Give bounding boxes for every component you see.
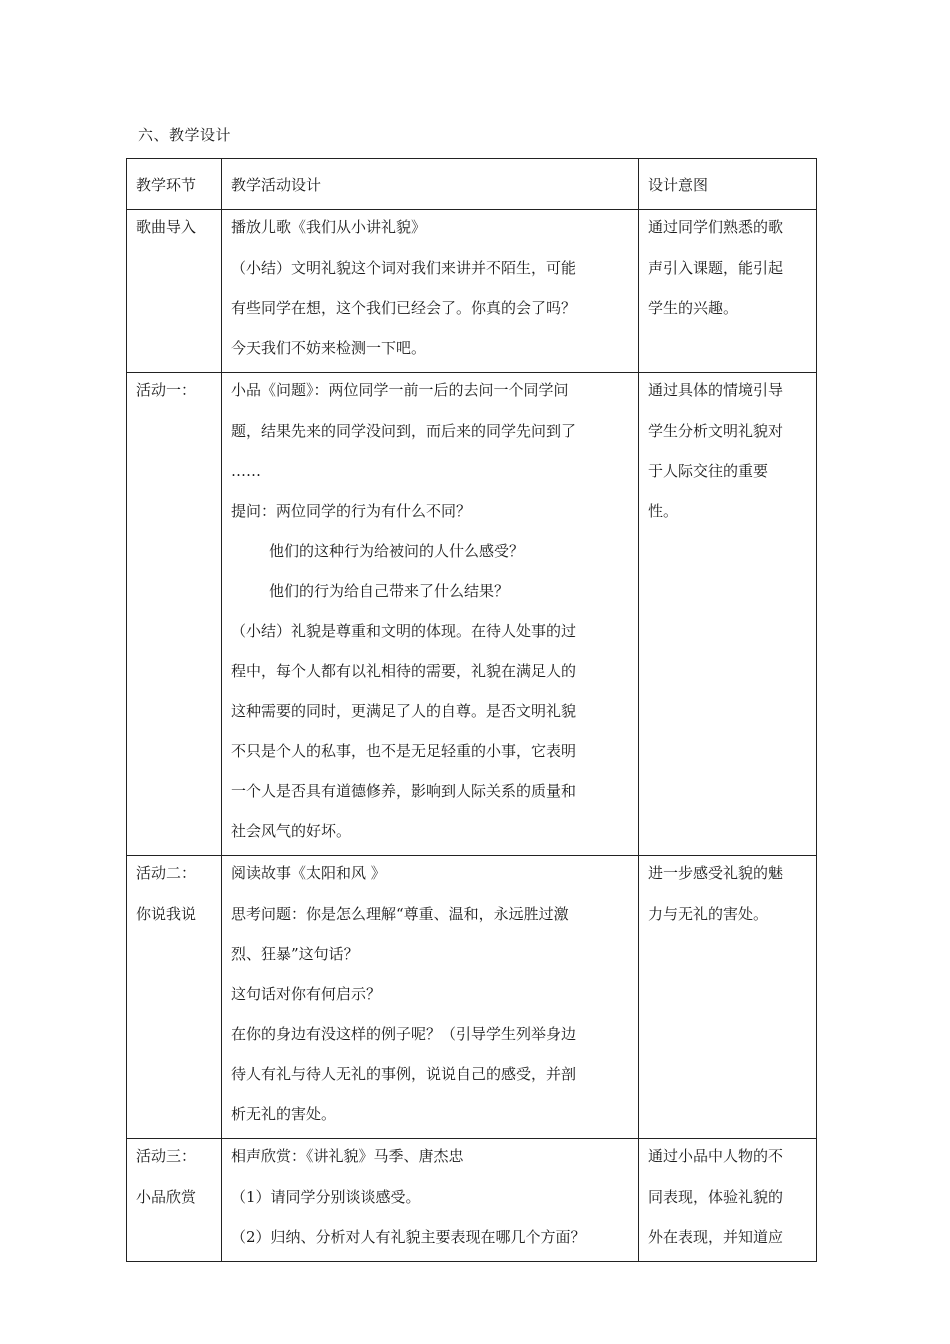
activity-line: 烈、狂暴”这句话？ [231, 945, 359, 963]
activity-line: 这句话对你有何启示？ [231, 985, 382, 1003]
intent-cell [639, 210, 817, 373]
intent-cell [639, 856, 817, 1139]
table-row [127, 1139, 817, 1262]
intent-line: 通过具体的情境引导 [648, 381, 784, 399]
stage-text: 活动三： [136, 1147, 197, 1165]
header-stage: 教学环节 [127, 159, 222, 210]
activity-line: 不只是个人的私事，也不是无足轻重的小事，它表明 [231, 742, 577, 760]
activity-cell [222, 210, 639, 373]
stage-cell [127, 373, 222, 856]
table-row [127, 210, 817, 373]
activity-line: 相声欣赏：《讲礼貌》马季、唐杰忠 [231, 1147, 464, 1165]
intent-line: 外在表现，并知道应 [648, 1228, 784, 1246]
activity-cell [222, 373, 639, 856]
activity-line: 程中，每个人都有以礼相待的需要，礼貌在满足人的 [231, 662, 577, 680]
activity-line: 题，结果先来的同学没问到，而后来的同学先问到了 [231, 422, 577, 440]
intent-line: 学生分析文明礼貌对 [648, 422, 784, 440]
header-activity: 教学活动设计 [222, 159, 639, 210]
activity-line: 他们的这种行为给被问的人什么感受？ [269, 542, 525, 560]
stage-cell [127, 210, 222, 373]
stage-text: 你说我说 [136, 905, 197, 923]
section-heading: 六、教学设计 [138, 126, 232, 144]
stage-text: 活动一： [136, 381, 197, 399]
stage-cell [127, 856, 222, 1139]
activity-line: 一个人是否具有道德修养，影响到人际关系的质量和 [231, 782, 577, 800]
activity-line: 小品《问题》：两位同学一前一后的去问一个同学问 [231, 381, 569, 399]
table-header-row [127, 159, 817, 210]
table-row [127, 373, 817, 856]
intent-line: 学生的兴趣。 [648, 299, 739, 317]
activity-line: 思考问题：你是怎么理解“尊重、温和，永远胜过激 [231, 905, 569, 923]
activity-cell [222, 1139, 639, 1262]
stage-cell [127, 1139, 222, 1262]
activity-line: 在你的身边有没这样的例子呢？（引导学生列举身边 [231, 1025, 577, 1043]
teaching-design-table [126, 158, 817, 1262]
activity-line: 社会风气的好坏。 [231, 822, 352, 840]
activity-line: （2）归纳、分析对人有礼貌主要表现在哪几个方面？ [231, 1228, 586, 1246]
activity-line: 他们的行为给自己带来了什么结果？ [269, 582, 510, 600]
stage-text: 活动二： [136, 864, 197, 882]
table-row [127, 856, 817, 1139]
intent-line: 同表现，体验礼貌的 [648, 1188, 784, 1206]
intent-line: 通过同学们熟悉的歌 [648, 218, 784, 236]
activity-line: 这种需要的同时，更满足了人的自尊。是否文明礼貌 [231, 702, 577, 720]
activity-line: 今天我们不妨来检测一下吧。 [231, 339, 427, 357]
intent-line: 性。 [648, 502, 679, 520]
header-intent: 设计意图 [639, 159, 817, 210]
intent-line: 声引入课题，能引起 [648, 259, 784, 277]
stage-text: 小品欣赏 [136, 1188, 197, 1206]
activity-line: 提问：两位同学的行为有什么不同？ [231, 502, 472, 520]
intent-line: 通过小品中人物的不 [648, 1147, 784, 1165]
activity-line: 待人有礼与待人无礼的事例，说说自己的感受，并剖 [231, 1065, 577, 1083]
intent-cell [639, 1139, 817, 1262]
activity-cell [222, 856, 639, 1139]
activity-line: 阅读故事《太阳和风 》 [231, 864, 386, 882]
intent-cell [639, 373, 817, 856]
activity-line: （小结）文明礼貌这个词对我们来讲并不陌生，可能 [231, 259, 577, 277]
activity-line: （小结）礼貌是尊重和文明的体现。在待人处事的过 [231, 622, 577, 640]
activity-line: 播放儿歌《我们从小讲礼貌》 [231, 218, 427, 236]
stage-text: 歌曲导入 [136, 218, 197, 236]
activity-line: 析无礼的害处。 [231, 1105, 337, 1123]
intent-line: 于人际交往的重要 [648, 462, 769, 480]
intent-line: 进一步感受礼貌的魅 [648, 864, 784, 882]
activity-line: 有些同学在想，这个我们已经会了。你真的会了吗？ [231, 299, 577, 317]
activity-line: …… [231, 462, 261, 480]
activity-line: （1）请同学分别谈谈感受。 [231, 1188, 421, 1206]
intent-line: 力与无礼的害处。 [648, 905, 769, 923]
